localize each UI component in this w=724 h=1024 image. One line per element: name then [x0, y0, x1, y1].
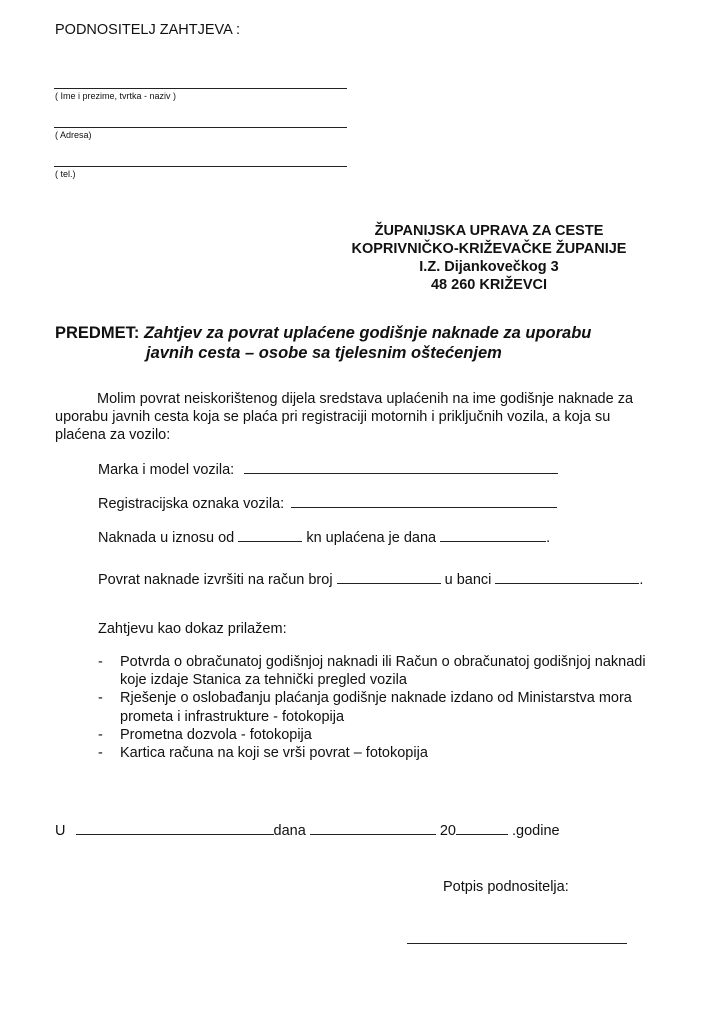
list-item-text: prometa i infrastrukture - fotokopija — [120, 708, 345, 725]
fee-suffix: . — [546, 530, 551, 546]
year-field[interactable] — [456, 820, 508, 835]
fee-amount-field[interactable] — [238, 527, 302, 542]
fee-prefix: Naknada u iznosu od — [98, 530, 235, 546]
registration-label: Registracijska oznaka vozila: — [98, 496, 285, 512]
name-field-caption: ( Ime i prezime, tvrtka - naziv ) — [55, 91, 177, 101]
date-label: dana — [273, 823, 306, 839]
address-field-caption: ( Adresa) — [55, 130, 92, 140]
phone-field-line[interactable] — [54, 166, 347, 167]
phone-field-caption: ( tel.) — [55, 169, 76, 179]
recipient-line: KOPRIVNIČKO-KRIŽEVAČKE ŽUPANIJE — [351, 241, 627, 257]
recipient-line: ŽUPANIJSKA UPRAVA ZA CESTE — [374, 223, 604, 239]
place-field[interactable] — [76, 820, 274, 835]
fee-middle: kn uplaćena je dana — [306, 530, 437, 546]
signature-label: Potpis podnositelja: — [443, 879, 569, 895]
subject-line-2: javnih cesta – osobe sa tjelesnim oštećenjem — [146, 344, 502, 362]
date-field[interactable] — [310, 820, 436, 835]
list-item-text: Kartica računa na koji se vrši povrat – fotokopija — [120, 745, 428, 762]
bullet: - — [98, 690, 103, 707]
list-item — [98, 689, 678, 725]
place-date-row — [55, 820, 560, 839]
applicant-label: PODNOSITELJ ZAHTJEVA : — [55, 22, 241, 38]
vehicle-make-row — [98, 459, 558, 478]
intro-line-2: uporabu javnih cesta koja se plaća pri registraciji motornih i priključnih vozila, a koja su — [55, 409, 611, 425]
list-item-text: Potvrda o obračunatoj godišnjoj naknadi ili Račun o obračunatoj godišnjoj naknadi — [120, 654, 646, 670]
recipient-address — [300, 222, 678, 294]
registration-row — [98, 493, 557, 512]
refund-middle: u banci — [444, 572, 492, 588]
list-item-text: Rješenje o oslobađanju plaćanja godišnje naknade izdano od Ministarstva mora — [120, 690, 632, 707]
bullet: - — [98, 745, 103, 762]
list-item-text: Prometna dozvola - fotokopija — [120, 726, 312, 743]
bullet: - — [98, 726, 103, 743]
account-number-field[interactable] — [337, 569, 441, 584]
refund-suffix: . — [639, 572, 644, 588]
vehicle-make-field[interactable] — [244, 459, 558, 474]
place-prefix: U — [55, 823, 66, 839]
vehicle-make-label: Marka i model vozila: — [98, 462, 235, 478]
address-field-line[interactable] — [54, 127, 347, 128]
recipient-line: 48 260 KRIŽEVCI — [430, 277, 548, 293]
list-item — [98, 653, 678, 689]
list-item — [98, 744, 678, 762]
subject-line-1 — [55, 324, 591, 343]
attachments-label: Zahtjevu kao dokaz prilažem: — [98, 621, 287, 637]
fee-row — [98, 527, 550, 546]
subject-label: PREDMET: — [55, 324, 140, 342]
bullet: - — [98, 654, 103, 670]
year-prefix: 20 — [439, 823, 456, 839]
registration-field[interactable] — [291, 493, 557, 508]
signature-line[interactable] — [407, 943, 627, 944]
name-field-line[interactable] — [54, 88, 347, 89]
intro-line-3: plaćena za vozilo: — [55, 427, 171, 443]
fee-date-field[interactable] — [440, 527, 546, 542]
list-item — [98, 726, 678, 744]
year-suffix: .godine — [512, 823, 560, 839]
refund-row — [98, 569, 643, 588]
recipient-line: I.Z. Dijankovečkog 3 — [419, 259, 559, 275]
subject-text: Zahtjev za povrat uplaćene godišnje naknade za uporabu — [143, 324, 592, 342]
intro-line-1: Molim povrat neiskorištenog dijela sredstava uplaćenih na ime godišnje naknade za — [97, 391, 634, 407]
attachments-list — [98, 653, 678, 762]
list-item-text: koje izdaje Stanica za tehnički pregled vozila — [120, 672, 407, 689]
refund-prefix: Povrat naknade izvršiti na račun broj — [98, 572, 333, 588]
bank-field[interactable] — [495, 569, 639, 584]
